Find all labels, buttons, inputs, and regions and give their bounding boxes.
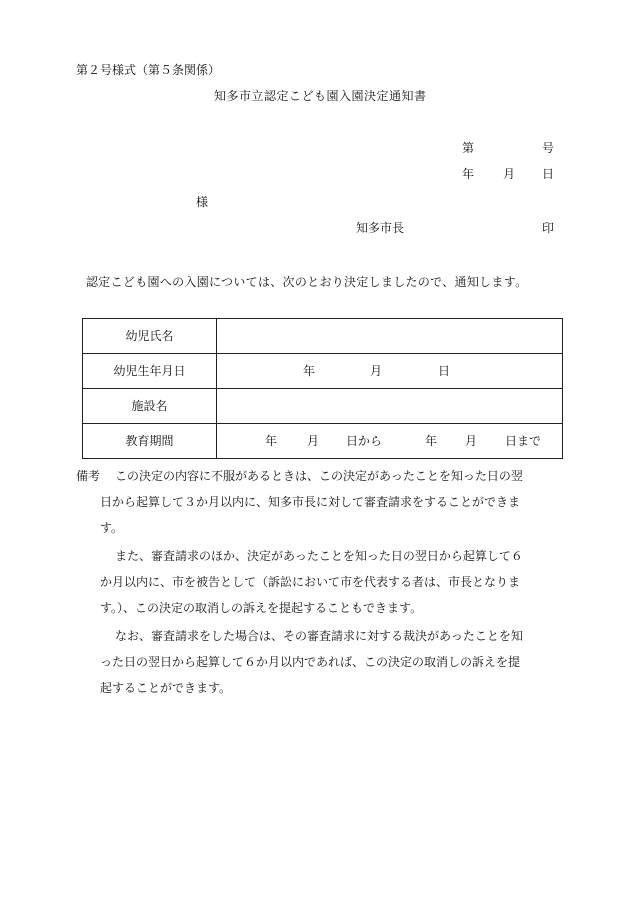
number-prefix: 第: [462, 141, 475, 155]
period-end-year: 年: [425, 434, 438, 448]
intro-text: 認定こども園への入園については、次のとおり決定しましたので、通知します。: [86, 275, 528, 289]
date-day: 日: [542, 167, 555, 181]
birth-month: 月: [370, 364, 383, 378]
birth-day: 日: [438, 364, 451, 378]
period-end-month: 月: [465, 434, 478, 448]
value-birthdate: [217, 354, 563, 389]
remarks-line: なお、審査請求をした場合は、その審査請求に対する裁決があったことを知: [115, 629, 523, 643]
issuer: 知多市長: [356, 221, 405, 235]
addressee-suffix: 様: [196, 195, 209, 209]
label-child-name: 幼児氏名: [83, 319, 217, 354]
seal-mark: 印: [542, 221, 555, 235]
period-start-year: 年: [265, 434, 278, 448]
form-number: 第２号様式（第５条関係）: [76, 63, 221, 77]
table-row: [83, 424, 563, 459]
value-period: [217, 424, 563, 459]
remarks-line: 日から起算して３か月以内に、知多市長に対して審査請求をすることができま: [100, 495, 521, 509]
label-facility: 施設名: [83, 389, 217, 424]
period-end-day: 日まで: [505, 434, 542, 448]
remarks-line: また、審査請求のほか、決定があったことを知った日の翌日から起算して６: [115, 549, 523, 563]
info-table: [82, 318, 563, 459]
period-start-day: 日から: [346, 434, 383, 448]
remarks-line: か月以内に、市を被告として（訴訟において市を代表する者は、市長となりま: [100, 575, 521, 589]
remarks-line: この決定の内容に不服があるときは、この決定があったことを知った日の翌: [115, 469, 523, 483]
table-row: [83, 354, 563, 389]
birth-year: 年: [303, 364, 316, 378]
date-year: 年: [462, 167, 475, 181]
period-start-month: 月: [307, 434, 320, 448]
remarks-line: 起することができます。: [100, 681, 232, 695]
remarks-line: す。）、この決定の取消しの訴えを提起することもできます。: [100, 601, 423, 615]
remarks-line: った日の翌日から起算して６か月以内であれば、この決定の取消しの訴えを提: [100, 655, 521, 669]
value-child-name: [217, 319, 563, 354]
date-month: 月: [503, 167, 516, 181]
number-suffix: 号: [542, 141, 555, 155]
table-row: [83, 389, 563, 424]
value-facility: [217, 389, 563, 424]
remarks-line: す。: [100, 521, 124, 535]
label-birthdate: 幼児生年月日: [83, 354, 217, 389]
remarks-label: 備考: [76, 469, 101, 483]
table-row: [83, 319, 563, 354]
label-period: 教育期間: [83, 424, 217, 459]
document-title: 知多市立認定こども園入園決定通知書: [214, 89, 427, 103]
